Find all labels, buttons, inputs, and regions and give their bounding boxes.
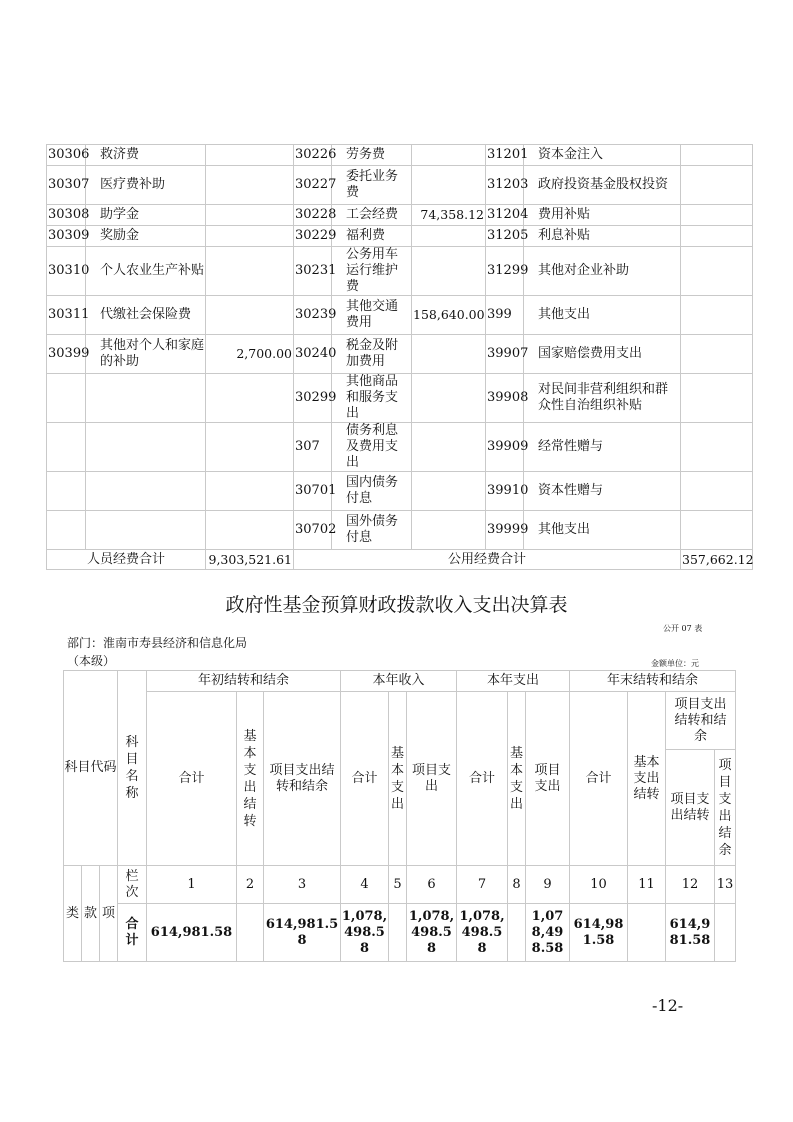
column-number: 7: [457, 866, 508, 904]
item-amount: [412, 472, 486, 511]
current-expense-header: 本年支出: [457, 671, 570, 692]
column-number: 10: [570, 866, 628, 904]
item-amount: [206, 374, 294, 423]
table-row: [47, 166, 753, 205]
item-code: 31204: [486, 205, 524, 226]
item-amount: [206, 166, 294, 205]
table-row: [47, 511, 753, 550]
item-code: 307: [294, 423, 332, 472]
subject-code-header: 科目代码: [64, 671, 118, 866]
total-value: [389, 904, 407, 962]
item-code: 39910: [486, 472, 524, 511]
item-name: 代缴社会保险费: [86, 296, 206, 335]
item-code: 30228: [294, 205, 332, 226]
item-name: [86, 511, 206, 550]
item-amount: [412, 335, 486, 374]
item-name: 资本性赠与: [524, 472, 681, 511]
department-label: 部门：淮南市寿县经济和信息化局（本级）: [67, 636, 248, 668]
ending-project-balance-header: 项目支出结余: [715, 750, 736, 866]
beginning-total-header: 合计: [147, 692, 237, 866]
income-total-header: 合计: [341, 692, 389, 866]
table-row: [47, 145, 753, 166]
column-number: 8: [508, 866, 526, 904]
item-amount: 74,358.12: [412, 205, 486, 226]
item-code: 30226: [294, 145, 332, 166]
item-code: [47, 374, 86, 423]
beginning-basic-carry-header: 基本支出结转: [237, 692, 264, 866]
item-amount: [681, 166, 753, 205]
item-code: 30311: [47, 296, 86, 335]
column-number: 9: [526, 866, 570, 904]
item-amount: [681, 205, 753, 226]
total-value: [508, 904, 526, 962]
item-code: 30309: [47, 226, 86, 247]
item-amount: [206, 296, 294, 335]
item-code: [47, 511, 86, 550]
item-amount: [206, 511, 294, 550]
item-name: 医疗费补助: [86, 166, 206, 205]
basic-expense-detail-table: [46, 144, 753, 570]
item-amount: [206, 472, 294, 511]
column-index-label: 栏次: [118, 866, 147, 904]
expense-basic-header: 基本支出: [508, 692, 526, 866]
total-value: 1,078,498.58: [407, 904, 457, 962]
item-amount: [412, 374, 486, 423]
item-amount: [206, 145, 294, 166]
item-name: 其他交通费用: [332, 296, 412, 335]
item-code: [47, 472, 86, 511]
income-project-header: 项目支出: [407, 692, 457, 866]
table-row: [47, 205, 753, 226]
item-name: 个人农业生产补贴: [86, 247, 206, 296]
total-value: 614,981.58: [147, 904, 237, 962]
page-number: -12-: [652, 996, 684, 1015]
current-income-header: 本年收入: [341, 671, 457, 692]
item-name: 委托业务费: [332, 166, 412, 205]
total-value: 1,078,498.58: [526, 904, 570, 962]
ending-project-carry-header: 项目支出结转: [666, 750, 715, 866]
category-header: 类: [64, 866, 82, 962]
item-amount: [681, 226, 753, 247]
total-value: [715, 904, 736, 962]
item-name: 奖励金: [86, 226, 206, 247]
total-value: 614,981.58: [666, 904, 715, 962]
column-number: 2: [237, 866, 264, 904]
item-code: 399: [486, 296, 524, 335]
item-code: 39908: [486, 374, 524, 423]
item-code: 30299: [294, 374, 332, 423]
item-name: 利息补贴: [524, 226, 681, 247]
table-row: [47, 296, 753, 335]
item-name: 其他支出: [524, 511, 681, 550]
item-code: 39907: [486, 335, 524, 374]
column-number: 5: [389, 866, 407, 904]
amount-unit: 金额单位：元: [651, 659, 699, 668]
beginning-project-header: 项目支出结转和结余: [264, 692, 341, 866]
beginning-balance-header: 年初结转和结余: [147, 671, 341, 692]
item-code: 31299: [486, 247, 524, 296]
item-code: 30240: [294, 335, 332, 374]
ending-project-header: 项目支出结转和结余: [666, 692, 736, 750]
column-number-row: [64, 866, 736, 904]
item-name: [86, 423, 206, 472]
public-total-label: 公用经费合计: [294, 550, 681, 570]
item-name: 债务利息及费用支出: [332, 423, 412, 472]
item-amount: [681, 423, 753, 472]
item-name: 国内债务付息: [332, 472, 412, 511]
item-amount: [681, 335, 753, 374]
item-code: 30308: [47, 205, 86, 226]
item-name: 资本金注入: [524, 145, 681, 166]
item-code: 30306: [47, 145, 86, 166]
table-row: [47, 335, 753, 374]
table-row: [47, 247, 753, 296]
item-name: 政府投资基金股权投资: [524, 166, 681, 205]
section-header: 款: [82, 866, 100, 962]
column-number: 11: [628, 866, 666, 904]
item-amount: [412, 166, 486, 205]
item-code: 30310: [47, 247, 86, 296]
item-amount: [681, 472, 753, 511]
item-name: 公务用车运行维护费: [332, 247, 412, 296]
item-amount: [412, 145, 486, 166]
item-amount: 2,700.00: [206, 335, 294, 374]
total-value: 614,981.58: [570, 904, 628, 962]
total-value: 614,981.58: [264, 904, 341, 962]
item-code: 31203: [486, 166, 524, 205]
item-name: 其他商品和服务支出: [332, 374, 412, 423]
item-name: [86, 472, 206, 511]
item-name: 福利费: [332, 226, 412, 247]
column-number: 1: [147, 866, 237, 904]
item-amount: [206, 423, 294, 472]
table-row: [47, 423, 753, 472]
expense-project-header: 项目支出: [526, 692, 570, 866]
column-number: 13: [715, 866, 736, 904]
item-amount: [412, 247, 486, 296]
item-amount: [412, 226, 486, 247]
item-code: [47, 423, 86, 472]
item-code: 30227: [294, 166, 332, 205]
total-row: [64, 904, 736, 962]
item-amount: [412, 423, 486, 472]
ending-balance-header: 年末结转和结余: [570, 671, 736, 692]
total-value: 1,078,498.58: [457, 904, 508, 962]
table-row: [47, 472, 753, 511]
item-code: 31205: [486, 226, 524, 247]
ending-total-header: 合计: [570, 692, 628, 866]
item-name: 助学金: [86, 205, 206, 226]
column-number: 12: [666, 866, 715, 904]
total-value: 1,078,498.58: [341, 904, 389, 962]
income-basic-header: 基本支出: [389, 692, 407, 866]
item-code: 31201: [486, 145, 524, 166]
item-code: 39999: [486, 511, 524, 550]
item-code: 30701: [294, 472, 332, 511]
item-name: 对民间非营利组织和群众性自治组织补贴: [524, 374, 681, 423]
item-name: [86, 374, 206, 423]
item-amount: [681, 145, 753, 166]
item-name: 国外债务付息: [332, 511, 412, 550]
item-name: 其他对个人和家庭的补助: [86, 335, 206, 374]
item-amount: [412, 511, 486, 550]
item-amount: [681, 296, 753, 335]
table-title: 政府性基金预算财政拨款收入支出决算表: [225, 594, 568, 616]
item-code: 30231: [294, 247, 332, 296]
item-code: 30239: [294, 296, 332, 335]
public-total-value: 357,662.12: [681, 550, 753, 570]
item-name: 费用补贴: [524, 205, 681, 226]
item-code: 39909: [486, 423, 524, 472]
item-amount: [206, 205, 294, 226]
item-code: 30229: [294, 226, 332, 247]
total-value: [628, 904, 666, 962]
item-name: 工会经费: [332, 205, 412, 226]
item-name: 税金及附加费用: [332, 335, 412, 374]
item-code: 30307: [47, 166, 86, 205]
item-name: 劳务费: [332, 145, 412, 166]
form-number: 公开 07 表: [663, 624, 703, 633]
personnel-total-value: 9,303,521.61: [206, 550, 294, 570]
expense-total-header: 合计: [457, 692, 508, 866]
item-amount: [681, 247, 753, 296]
subject-name-header: 科目名称: [118, 671, 147, 866]
item-amount: [681, 374, 753, 423]
item-amount: [681, 511, 753, 550]
item-name: 经常性赠与: [524, 423, 681, 472]
expense-summary-row: [47, 550, 753, 570]
total-value: [237, 904, 264, 962]
total-row-label: 合计: [118, 904, 147, 962]
personnel-total-label: 人员经费合计: [47, 550, 206, 570]
ending-basic-carry-header: 基本支出结转: [628, 692, 666, 866]
item-amount: 158,640.00: [412, 296, 486, 335]
item-code: 30702: [294, 511, 332, 550]
item-name: 其他对企业补助: [524, 247, 681, 296]
item-header: 项: [100, 866, 118, 962]
item-name: 其他支出: [524, 296, 681, 335]
item-code: 30399: [47, 335, 86, 374]
item-name: 国家赔偿费用支出: [524, 335, 681, 374]
column-number: 3: [264, 866, 341, 904]
item-name: 救济费: [86, 145, 206, 166]
column-number: 6: [407, 866, 457, 904]
item-amount: [206, 226, 294, 247]
column-number: 4: [341, 866, 389, 904]
item-amount: [206, 247, 294, 296]
table-row: [47, 374, 753, 423]
table-row: [47, 226, 753, 247]
government-fund-table: [63, 670, 736, 962]
